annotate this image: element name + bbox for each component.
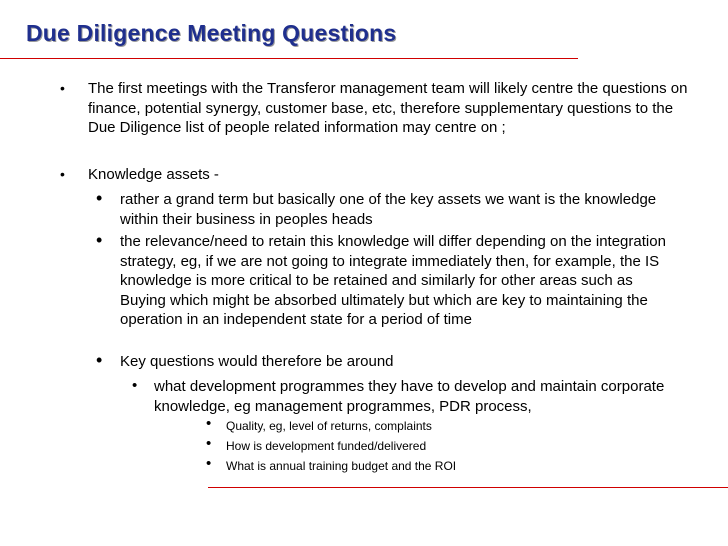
bullet-text: what development programmes they have to develop and maintain corporate knowledge, eg management programmes, PDR process, [154, 378, 665, 415]
sub-sub-bullet-item [132, 377, 674, 416]
detail-bullet-item [206, 455, 686, 474]
bullet-text: Quality, eg, level of returns, complaints [226, 419, 432, 433]
bullet-icon: • [96, 230, 103, 250]
footer-divider [208, 487, 728, 488]
detail-bullet-item [206, 435, 686, 454]
detail-bullet-item [206, 415, 686, 434]
bullet-text: How is development funded/delivered [226, 439, 427, 453]
bullet-icon: • [96, 350, 103, 370]
title-divider [0, 58, 578, 59]
bullet-icon: • [60, 80, 65, 96]
bullet-text: rather a grand term but basically one of the key assets we want is the knowledge within their business in peoples heads [120, 191, 657, 228]
slide-title: Due Diligence Meeting Questions [26, 20, 397, 46]
bullet-text: The first meetings with the Transferor management team will likely centre the questions on finance, potential synergy, customer base, etc, therefore supplementary questions to the Due Diligence list of people related information may centre on ; [88, 80, 688, 136]
sub-bullet-item [96, 230, 675, 330]
bullet-item [60, 79, 688, 138]
bullet-icon: • [206, 435, 212, 452]
bullet-icon: • [206, 415, 212, 432]
bullet-icon: • [96, 188, 103, 208]
bullet-icon: • [60, 166, 65, 182]
bullet-text: Knowledge assets - [88, 166, 219, 183]
bullet-icon: • [132, 377, 138, 394]
bullet-item [60, 165, 688, 185]
sub-bullet-item [96, 188, 675, 229]
bullet-icon: • [206, 455, 212, 472]
bullet-text: Key questions would therefore be around [120, 353, 394, 370]
sub-bullet-item [96, 350, 675, 372]
bullet-text: What is annual training budget and the ROI [226, 459, 457, 473]
bullet-text: the relevance/need to retain this knowledge will differ depending on the integration strategy, eg, if we are not going to integrate immediately then, for example, the IS knowledge is more critical to be retained and similarly for other areas such as Buying which might be absorbed ultimately but which are key to maintaining the operation in an independent state for a period of time [120, 233, 666, 328]
